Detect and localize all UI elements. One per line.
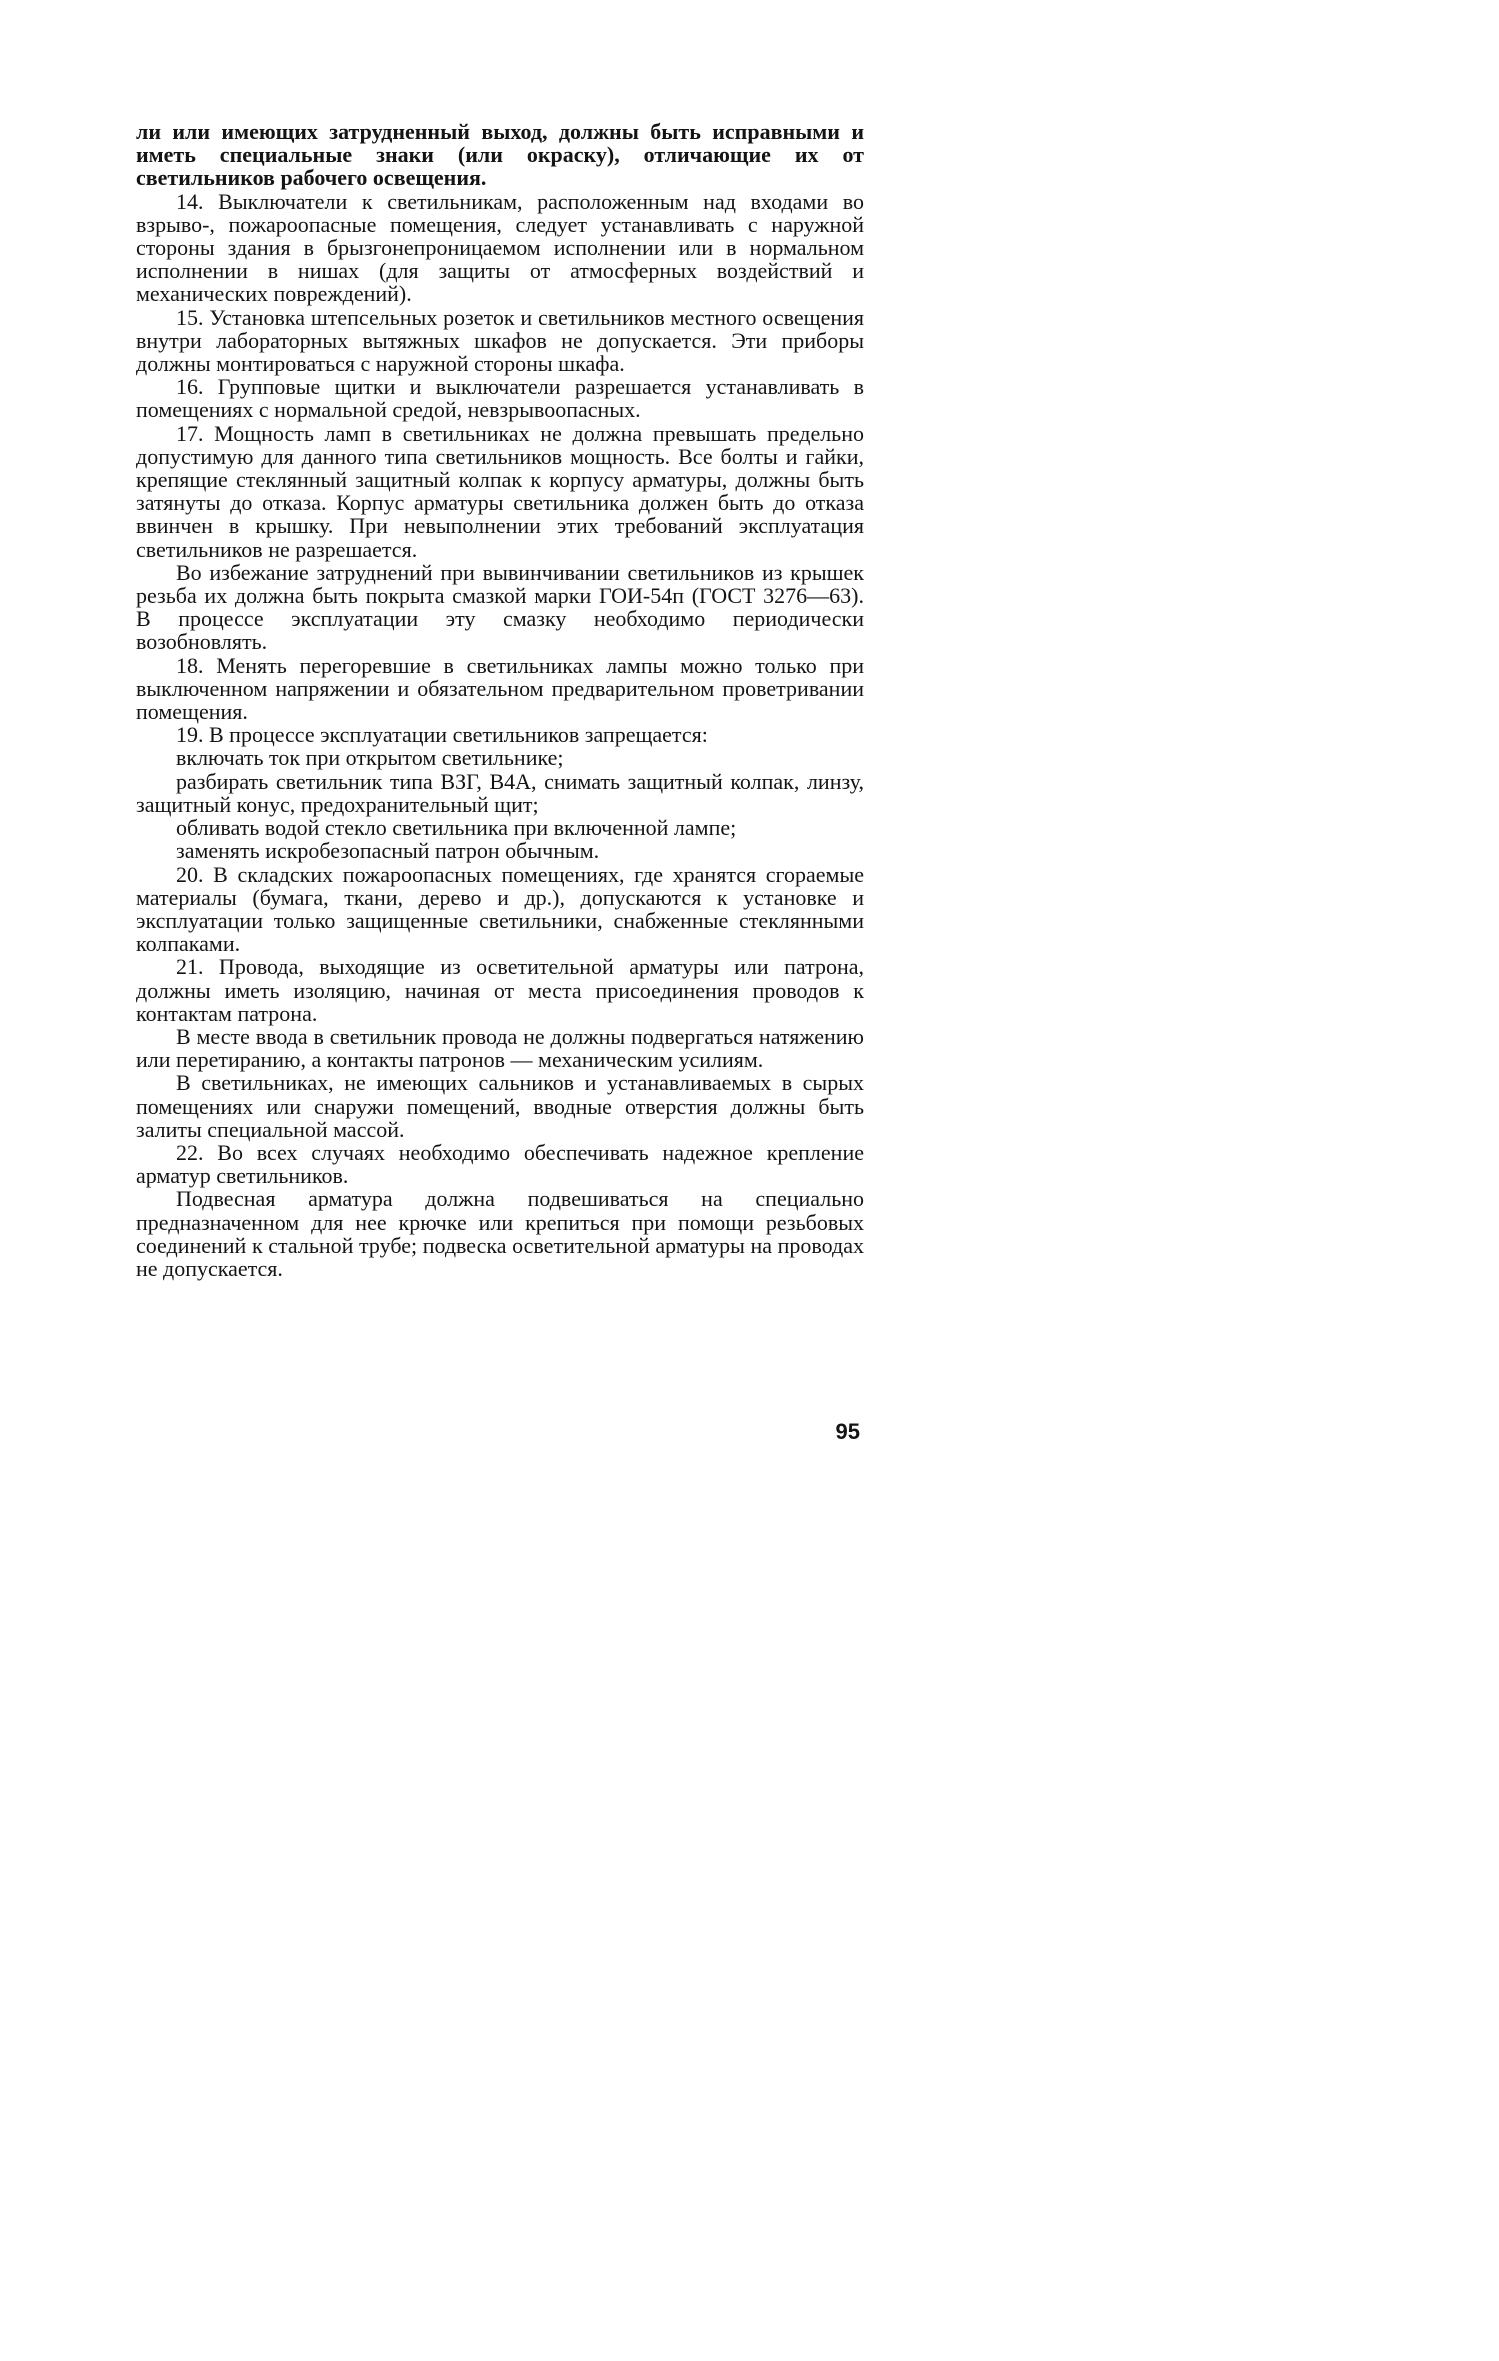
list-item-19-a: включать ток при открытом светильнике; <box>176 745 564 771</box>
paragraph-item-19: 19. В процессе эксплуатации светильников запрещается: <box>176 722 708 748</box>
paragraph-item-17: 17. Мощность ламп в светильниках не должна превышать предельно допустимую для данного типа светильников мощность. Все болты и гайки, крепящие стеклянный защитный колпак к корпусу арматуры, должны быть затянуты до отказа. Корпус арматуры светильника должен быть до отказа ввинчен в крышку. При невыполнении этих требований эксплуатация светильников не разрешается. <box>136 420 864 562</box>
paragraph-item-21-seals: В светильниках, не имеющих сальников и устанавливаемых в сырых помещениях или снаружи помещений, вводные отверстия должны быть залиты специальной массой. <box>136 1070 864 1142</box>
list-item-19-b: разбирать светильник типа ВЗГ, В4А, снимать защитный колпак, линзу, защитный конус, предохранительный щит; <box>136 768 864 817</box>
paragraph-continuation: ли или имеющих затрудненный выход, должны быть исправными и иметь специальные знаки (или окраску), отличающие их от светильников рабочего освещения. <box>136 119 864 191</box>
paragraph-item-16: 16. Групповые щитки и выключатели разрешается устанавливать в помещениях с нормальной средой, невзрывоопасных. <box>136 374 864 423</box>
paragraph-item-17-note: Во избежание затруднений при вывинчивании светильников из крышек резьба их должна быть покрыта смазкой марки ГОИ-54п (ГОСТ 3276—63). В процессе эксплуатации эту смазку необходимо периодически возобновлять. <box>136 559 864 655</box>
paragraph-item-22-suspension: Подвесная арматура должна подвешиваться на специально предназначенном для нее крючке или крепиться при помощи резьбовых соединений к стальной трубе; подвеска осветительной арматуры на проводах не допускается. <box>136 1186 864 1281</box>
document-page <box>0 0 1000 1573</box>
paragraph-item-21: 21. Провода, выходящие из осветительной арматуры или патрона, должны иметь изоляцию, начиная от места присоединения проводов к контактам патрона. <box>136 954 864 1026</box>
page-number: 95 <box>835 1419 860 1444</box>
paragraph-item-20: 20. В складских пожароопасных помещениях, где хранятся сгораемые материалы (бумага, ткани, дерево и др.), допускаются к установке и эксплуатации только защищенные светильники, снабженные стеклянными колпаками. <box>136 861 864 957</box>
body-text <box>136 120 864 1280</box>
paragraph-item-18: 18. Менять перегоревшие в светильниках лампы можно только при выключенном напряжении и обязательном предварительном проветривании помещения. <box>136 652 864 725</box>
paragraph-item-15: 15. Установка штепсельных розеток и светильников местного освещения внутри лабораторных вытяжных шкафов не допускается. Эти приборы должны монтироваться с наружной стороны шкафа. <box>136 304 864 377</box>
list-item-19-c: обливать водой стекло светильника при включенной лампе; <box>176 815 737 841</box>
paragraph-item-14: 14. Выключатели к светильникам, расположенным над входами во взрыво-, пожароопасные помещения, следует устанавливать с наружной стороны здания в брызгонепроницаемом исполнении или в нормальном исполнении в нишах (для защиты от атмосферных воздействий и механических повреждений). <box>136 188 864 307</box>
paragraph-item-22: 22. Во всех случаях необходимо обеспечивать надежное крепление арматур светильников. <box>136 1139 864 1189</box>
list-item-19-d: заменять искробезопасный патрон обычным. <box>176 838 600 864</box>
paragraph-item-21-wires: В месте ввода в светильник провода не должны подвергаться натяжению или перетиранию, а контакты патронов — механическим усилиям. <box>136 1023 864 1073</box>
